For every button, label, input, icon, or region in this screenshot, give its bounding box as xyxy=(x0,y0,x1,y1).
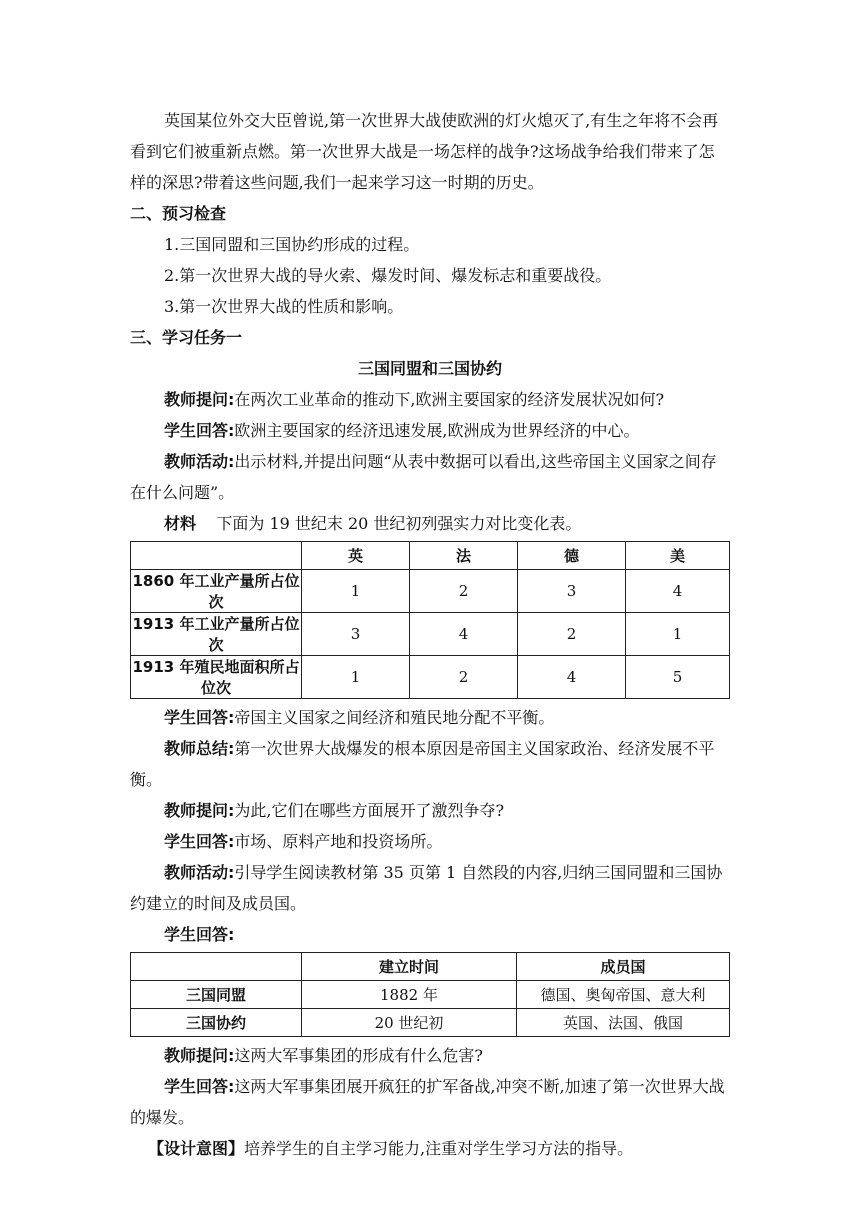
table-header-row xyxy=(131,542,730,570)
cell: 2 xyxy=(410,656,518,699)
cell: 4 xyxy=(518,656,626,699)
cell: 5 xyxy=(626,656,730,699)
label: 教师活动: xyxy=(164,863,235,882)
power-comparison-table xyxy=(130,541,730,699)
cell: 德国、奥匈帝国、意大利 xyxy=(517,981,730,1009)
teacher-question-1 xyxy=(130,384,730,415)
preview-item-3: 3.第一次世界大战的性质和影响。 xyxy=(164,297,404,316)
text: 市场、原料产地和投资场所。 xyxy=(234,832,443,851)
label: 学生回答: xyxy=(164,421,235,440)
label: 教师提问: xyxy=(164,801,235,820)
header-cell: 法 xyxy=(410,542,518,570)
student-answer-5 xyxy=(130,1071,730,1133)
cell: 1882 年 xyxy=(302,981,517,1009)
text: 这两大军事集团的形成有什么危害? xyxy=(234,1046,483,1065)
text: 出示材料,并提出问题“从表中数据可以看出,这些帝国主义国家之间存在什么问题”。 xyxy=(130,452,717,502)
table-row xyxy=(131,613,730,656)
table-row xyxy=(131,981,730,1009)
header-cell: 德 xyxy=(518,542,626,570)
section2-title: 二、预习检查 xyxy=(130,204,227,223)
student-answer-3 xyxy=(130,826,730,857)
cell: 1 xyxy=(302,656,410,699)
label: 教师提问: xyxy=(164,390,235,409)
text: 欧洲主要国家的经济迅速发展,欧洲成为世界经济的中心。 xyxy=(234,421,640,440)
cell: 4 xyxy=(626,570,730,613)
row-label: 1913 年工业产量所占位次 xyxy=(131,613,302,656)
material-line xyxy=(130,508,730,539)
teacher-question-3 xyxy=(130,1040,730,1071)
student-answer-2 xyxy=(130,702,730,733)
cell: 2 xyxy=(518,613,626,656)
cell: 4 xyxy=(410,613,518,656)
teacher-summary xyxy=(130,733,730,795)
text: 下面为 19 世纪末 20 世纪初列强实力对比变化表。 xyxy=(216,514,582,533)
cell: 20 世纪初 xyxy=(302,1009,517,1037)
table-row xyxy=(131,1009,730,1037)
row-label: 1913 年殖民地面积所占位次 xyxy=(131,656,302,699)
label: 教师活动: xyxy=(164,452,235,471)
table-row xyxy=(131,570,730,613)
label: 教师总结: xyxy=(164,739,235,758)
label: 学生回答: xyxy=(164,1077,235,1096)
header-cell: 英 xyxy=(302,542,410,570)
label: 材料 xyxy=(164,514,197,533)
label: 学生回答: xyxy=(164,708,235,727)
table-row xyxy=(131,656,730,699)
teacher-activity-1 xyxy=(130,446,730,508)
label: 【设计意图】 xyxy=(148,1139,245,1158)
cell: 英国、法国、俄国 xyxy=(517,1009,730,1037)
header-cell xyxy=(131,542,302,570)
teacher-activity-2 xyxy=(130,857,730,919)
table-header-row xyxy=(131,953,730,981)
label: 学生回答: xyxy=(164,832,235,851)
text: 为此,它们在哪些方面展开了激烈争夺? xyxy=(234,801,505,820)
text: 第一次世界大战爆发的根本原因是帝国主义国家政治、经济发展不平衡。 xyxy=(130,739,715,789)
student-answer-4 xyxy=(130,919,730,950)
preview-item-2: 2.第一次世界大战的导火索、爆发时间、爆发标志和重要战役。 xyxy=(164,266,612,285)
row-label: 三国协约 xyxy=(131,1009,302,1037)
cell: 3 xyxy=(302,613,410,656)
design-intent xyxy=(130,1133,730,1164)
section3-title: 三、学习任务一 xyxy=(130,328,243,347)
teacher-question-2 xyxy=(130,795,730,826)
cell: 1 xyxy=(302,570,410,613)
text: 在两次工业革命的推动下,欧洲主要国家的经济发展状况如何? xyxy=(234,390,665,409)
intro-paragraph: 英国某位外交大臣曾说,第一次世界大战使欧洲的灯火熄灭了,有生之年将不会再看到它们被重新点燃。第一次世界大战是一场怎样的战争?这场战争给我们带来了怎样的深思?带着这些问题,我们一起来学习这一时期的历史。 xyxy=(130,111,719,192)
student-answer-1 xyxy=(130,415,730,446)
row-label: 三国同盟 xyxy=(131,981,302,1009)
header-cell xyxy=(131,953,302,981)
text: 帝国主义国家之间经济和殖民地分配不平衡。 xyxy=(234,708,555,727)
text: 培养学生的自主学习能力,注重对学生学习方法的指导。 xyxy=(244,1139,634,1158)
document-page xyxy=(130,105,730,1164)
cell: 2 xyxy=(410,570,518,613)
label: 教师提问: xyxy=(164,1046,235,1065)
section3-subtitle: 三国同盟和三国协约 xyxy=(357,359,502,378)
header-cell: 建立时间 xyxy=(302,953,517,981)
row-label: 1860 年工业产量所占位次 xyxy=(131,570,302,613)
label: 学生回答: xyxy=(164,925,235,944)
text: 引导学生阅读教材第 35 页第 1 自然段的内容,归纳三国同盟和三国协约建立的时间及成员国。 xyxy=(130,863,723,913)
text: 这两大军事集团展开疯狂的扩军备战,冲突不断,加速了第一次世界大战的爆发。 xyxy=(130,1077,725,1127)
preview-item-1: 1.三国同盟和三国协约形成的过程。 xyxy=(164,235,420,254)
header-cell: 成员国 xyxy=(517,953,730,981)
header-cell: 美 xyxy=(626,542,730,570)
cell: 1 xyxy=(626,613,730,656)
alliance-table xyxy=(130,952,730,1037)
cell: 3 xyxy=(518,570,626,613)
